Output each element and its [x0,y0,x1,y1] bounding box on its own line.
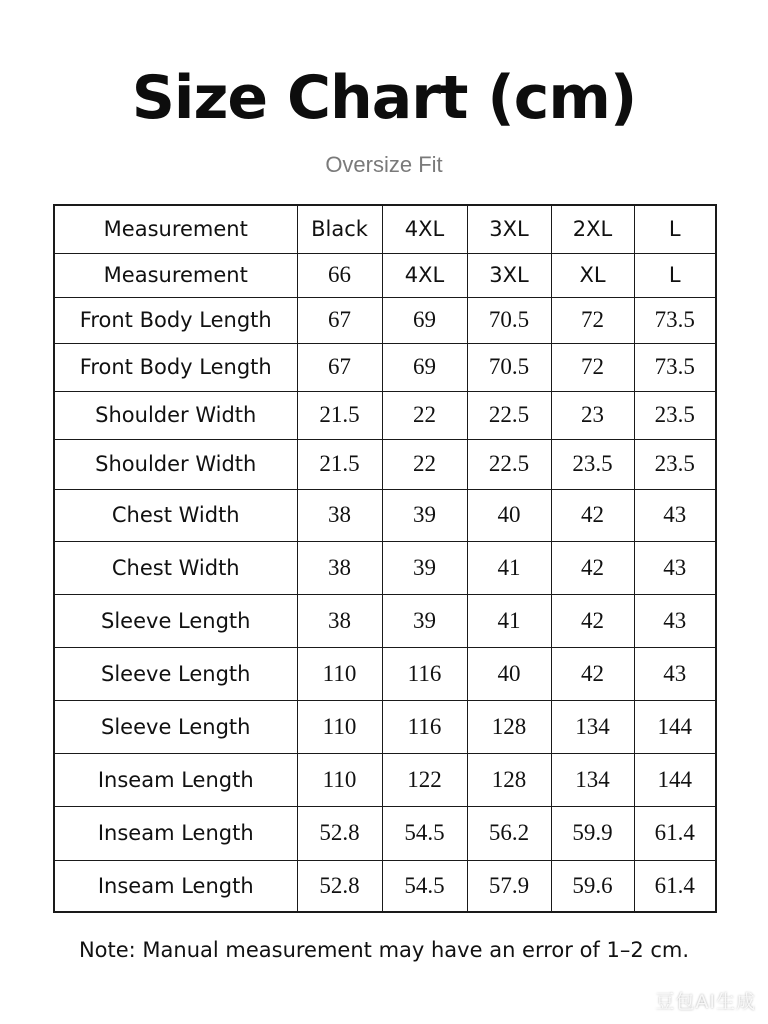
table-cell: 23 [551,391,634,439]
table-cell: 38 [297,594,382,647]
table-cell: 43 [634,489,716,541]
table-cell: 52.8 [297,806,382,860]
table-cell: 134 [551,700,634,753]
table-cell: 110 [297,753,382,806]
table-cell: 42 [551,594,634,647]
row-label-cell: Inseam Length [54,860,297,912]
table-cell: 42 [551,541,634,594]
row-label-cell: Chest Width [54,541,297,594]
row-label-cell: Sleeve Length [54,594,297,647]
row-label-cell: Inseam Length [54,753,297,806]
table-cell: Black [297,205,382,253]
table-row [54,700,716,753]
table-cell: 2XL [551,205,634,253]
page-title: Size Chart (cm) [131,63,637,133]
row-label-cell: Sleeve Length [54,700,297,753]
table-row [54,253,716,297]
row-label-cell: Sleeve Length [54,647,297,700]
table-cell: 59.6 [551,860,634,912]
table-row [54,541,716,594]
table-cell: 43 [634,594,716,647]
row-label-cell: Front Body Length [54,297,297,343]
table-cell: 22 [382,391,467,439]
table-cell: 56.2 [467,806,551,860]
table-cell: 4XL [382,205,467,253]
measurement-note: Note: Manual measurement may have an error of 1–2 cm. [78,938,690,962]
table-cell: 134 [551,753,634,806]
table-cell: 22 [382,439,467,489]
table-cell: 69 [382,297,467,343]
table-row [54,647,716,700]
table-cell: 43 [634,541,716,594]
row-label-cell: Inseam Length [54,806,297,860]
table-cell: L [634,205,716,253]
row-label-cell: Shoulder Width [54,439,297,489]
table-cell: 144 [634,700,716,753]
table-cell: 110 [297,700,382,753]
table-cell: 54.5 [382,806,467,860]
table-cell: 21.5 [297,439,382,489]
table-cell: 43 [634,647,716,700]
table-row [54,753,716,806]
table-cell: 23.5 [551,439,634,489]
table-row [54,343,716,391]
table-cell: 22.5 [467,391,551,439]
table-cell: 39 [382,489,467,541]
table-cell: 59.9 [551,806,634,860]
row-label-cell: Shoulder Width [54,391,297,439]
table-cell: 54.5 [382,860,467,912]
row-label-cell: Front Body Length [54,343,297,391]
table-cell: 144 [634,753,716,806]
page-subtitle: Oversize Fit [325,152,443,177]
table-cell: 73.5 [634,297,716,343]
table-cell: 69 [382,343,467,391]
table-row [54,391,716,439]
table-cell: 67 [297,343,382,391]
table-cell: 41 [467,594,551,647]
row-label-cell: Measurement [54,253,297,297]
table-cell: 128 [467,753,551,806]
table-cell: 38 [297,541,382,594]
table-cell: 21.5 [297,391,382,439]
table-cell: 41 [467,541,551,594]
table-row [54,205,716,253]
table-cell: 3XL [467,205,551,253]
table-cell: 39 [382,541,467,594]
row-label-cell: Chest Width [54,489,297,541]
table-cell: 122 [382,753,467,806]
table-cell: 23.5 [634,391,716,439]
table-cell: 66 [297,253,382,297]
table-row [54,806,716,860]
table-cell: 42 [551,647,634,700]
table-cell: 72 [551,343,634,391]
table-cell: 128 [467,700,551,753]
table-cell: 52.8 [297,860,382,912]
table-cell: 3XL [467,253,551,297]
table-cell: 23.5 [634,439,716,489]
table-cell: XL [551,253,634,297]
table-cell: 4XL [382,253,467,297]
table-cell: L [634,253,716,297]
table-row [54,594,716,647]
table-cell: 57.9 [467,860,551,912]
watermark-logo: 豆包AI生成 [655,991,756,1013]
table-cell: 70.5 [467,297,551,343]
table-cell: 61.4 [634,860,716,912]
table-cell: 70.5 [467,343,551,391]
row-label-cell: Measurement [54,205,297,253]
table-cell: 73.5 [634,343,716,391]
table-cell: 61.4 [634,806,716,860]
table-cell: 22.5 [467,439,551,489]
table-cell: 72 [551,297,634,343]
table-cell: 42 [551,489,634,541]
size-chart-table [53,204,717,913]
table-row [54,297,716,343]
table-cell: 67 [297,297,382,343]
table-cell: 40 [467,489,551,541]
table-cell: 38 [297,489,382,541]
table-cell: 116 [382,700,467,753]
table-row [54,439,716,489]
table-cell: 40 [467,647,551,700]
table-cell: 39 [382,594,467,647]
table-cell: 110 [297,647,382,700]
size-chart-body [54,205,716,912]
table-row [54,489,716,541]
table-cell: 116 [382,647,467,700]
table-row [54,860,716,912]
